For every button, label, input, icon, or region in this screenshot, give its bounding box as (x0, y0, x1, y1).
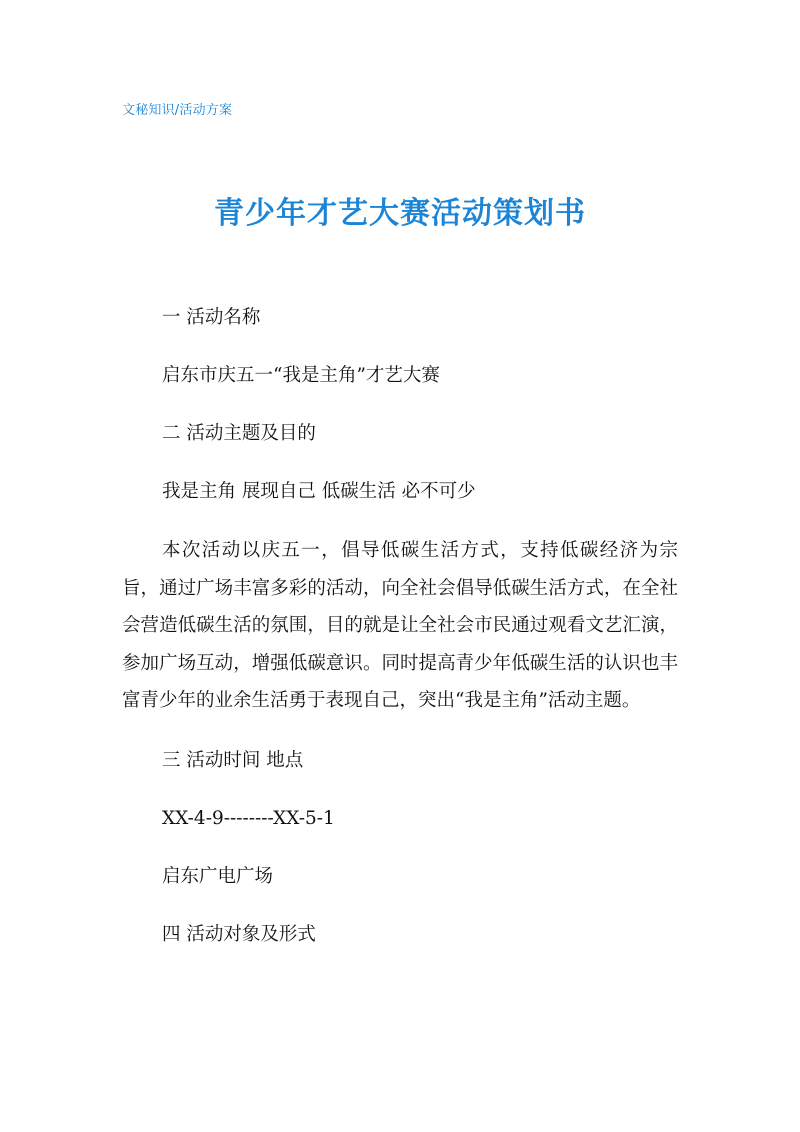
breadcrumb[interactable]: 文秘知识/活动方案 (122, 103, 233, 118)
purpose-paragraph: 本次活动以庆五一，倡导低碳生活方式，支持低碳经济为宗旨，通过广场丰富多彩的活动，向全社会倡导低碳生活方式，在全社会营造低碳生活的氛围，目的就是让全社会市民通过观看文艺汇演，参加广场互动，增强低碳意识。同时提高青少年低碳生活的认识也丰富青少年的业余生活勇于表现自己，突出“我是主角”活动主题。 (122, 540, 678, 711)
theme-text: 我是主角 展现自己 低碳生活 必不可少 (162, 481, 476, 502)
section-heading-theme-purpose: 二 活动主题及目的 (162, 423, 316, 444)
document-body (122, 300, 678, 952)
section-heading-participants-format: 四 活动对象及形式 (162, 923, 316, 945)
page-title: 青少年才艺大赛活动策划书 (214, 196, 586, 231)
activity-place-text: 启东广电广场 (162, 865, 274, 887)
section-heading-activity-name: 一 活动名称 (162, 307, 261, 328)
section-heading-time-place: 三 活动时间 地点 (162, 749, 304, 771)
activity-name-text: 启东市庆五一“我是主角”才艺大赛 (162, 365, 440, 386)
activity-date-text: XX-4-9--------XX-5-1 (162, 807, 335, 829)
